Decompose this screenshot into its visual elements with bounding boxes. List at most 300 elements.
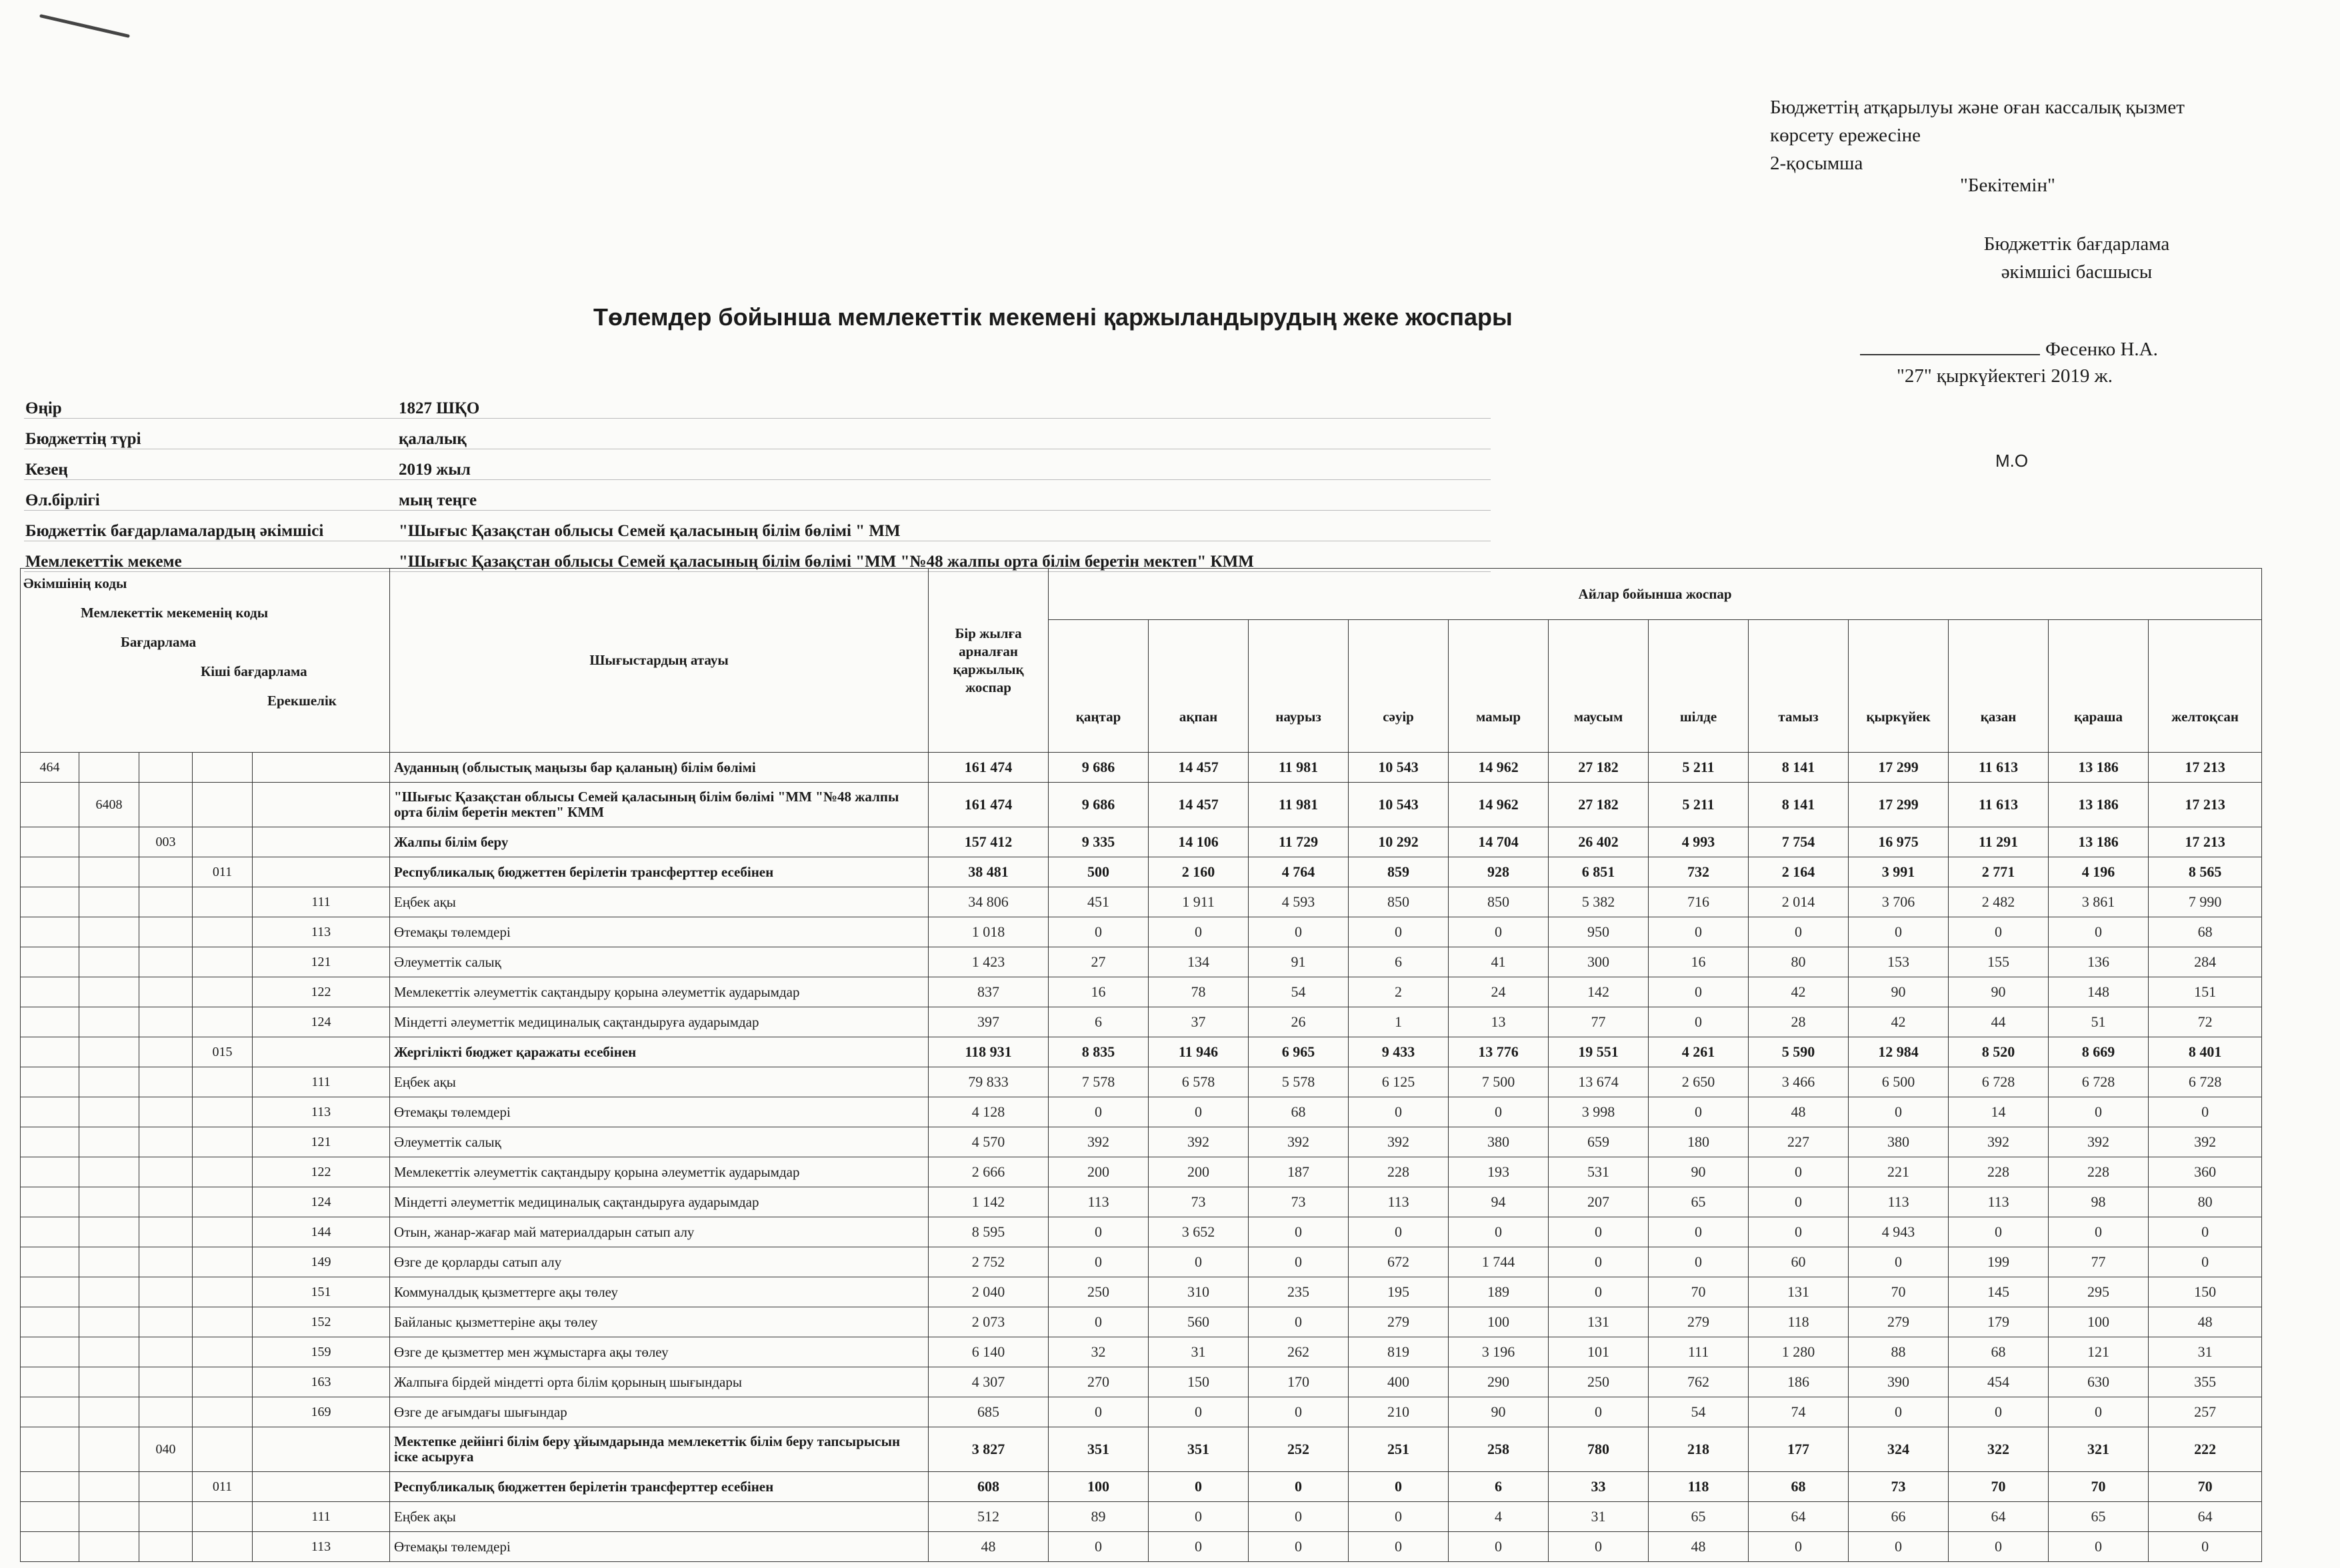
monthly-amount-cell: 0 — [2049, 917, 2149, 947]
monthly-amount-cell: 227 — [1749, 1127, 1849, 1157]
code-cell — [253, 1037, 390, 1067]
monthly-amount-cell: 5 382 — [1549, 887, 1649, 917]
annual-amount-cell: 608 — [929, 1472, 1049, 1502]
monthly-amount-cell: 531 — [1549, 1157, 1649, 1187]
code-cell: 144 — [253, 1217, 390, 1247]
expense-name-cell: Отын, жанар-жағар май материалдарын сатып алу — [390, 1217, 929, 1247]
plan-table — [20, 568, 2262, 1562]
monthly-amount-cell: 170 — [1249, 1367, 1349, 1397]
monthly-amount-cell: 250 — [1549, 1367, 1649, 1397]
monthly-amount-cell: 0 — [2149, 1532, 2262, 1562]
monthly-plan-header: Айлар бойынша жоспар — [1049, 569, 2262, 620]
code-cell: 169 — [253, 1397, 390, 1427]
code-cell — [21, 1502, 79, 1532]
code-cell: 124 — [253, 1007, 390, 1037]
month-header: ақпан — [1149, 620, 1249, 753]
monthly-amount-cell: 6 500 — [1849, 1067, 1949, 1097]
signature-blank — [1860, 354, 2040, 355]
monthly-amount-cell: 850 — [1349, 887, 1449, 917]
monthly-amount-cell: 8 835 — [1049, 1037, 1149, 1067]
code-cell — [253, 827, 390, 857]
monthly-amount-cell: 380 — [1449, 1127, 1549, 1157]
monthly-amount-cell: 4 — [1449, 1502, 1549, 1532]
monthly-amount-cell: 0 — [1449, 1217, 1549, 1247]
monthly-amount-cell: 0 — [1249, 1532, 1349, 1562]
appendix-note — [1770, 93, 2317, 177]
monthly-amount-cell: 177 — [1749, 1427, 1849, 1472]
monthly-amount-cell: 193 — [1449, 1157, 1549, 1187]
code-cell — [139, 1277, 193, 1307]
monthly-amount-cell: 321 — [2049, 1427, 2149, 1472]
code-cell — [79, 1247, 139, 1277]
monthly-amount-cell: 13 674 — [1549, 1067, 1649, 1097]
monthly-amount-cell: 113 — [1349, 1187, 1449, 1217]
approver-position — [1957, 230, 2197, 286]
table-row — [21, 1277, 2262, 1307]
monthly-amount-cell: 392 — [1149, 1127, 1249, 1157]
code-cell — [21, 1397, 79, 1427]
monthly-amount-cell: 0 — [1349, 1217, 1449, 1247]
monthly-amount-cell: 14 962 — [1449, 753, 1549, 783]
meta-value: қалалық — [399, 430, 467, 448]
table-row — [21, 1247, 2262, 1277]
table-row — [21, 977, 2262, 1007]
meta-row — [24, 388, 1491, 419]
code-cell — [139, 1067, 193, 1097]
monthly-amount-cell: 780 — [1549, 1427, 1649, 1472]
monthly-amount-cell: 8 669 — [2049, 1037, 2149, 1067]
monthly-amount-cell: 630 — [2049, 1367, 2149, 1397]
annual-amount-cell: 1 018 — [929, 917, 1049, 947]
meta-value: 2019 жыл — [399, 461, 471, 479]
code-cell — [139, 947, 193, 977]
monthly-amount-cell: 5 211 — [1649, 753, 1749, 783]
monthly-amount-cell: 17 299 — [1849, 753, 1949, 783]
monthly-amount-cell: 762 — [1649, 1367, 1749, 1397]
table-row — [21, 1127, 2262, 1157]
monthly-amount-cell: 186 — [1749, 1367, 1849, 1397]
code-cell — [79, 1307, 139, 1337]
monthly-amount-cell: 0 — [1149, 1097, 1249, 1127]
monthly-amount-cell: 5 578 — [1249, 1067, 1349, 1097]
stamp-place: М.О — [1995, 451, 2029, 471]
signer-name: Фесенко Н.А. — [2045, 339, 2158, 360]
monthly-amount-cell: 11 946 — [1149, 1037, 1249, 1067]
monthly-amount-cell: 179 — [1949, 1307, 2049, 1337]
monthly-amount-cell: 42 — [1749, 977, 1849, 1007]
annual-amount-cell: 2 666 — [929, 1157, 1049, 1187]
monthly-amount-cell: 68 — [1249, 1097, 1349, 1127]
monthly-amount-cell: 279 — [1849, 1307, 1949, 1337]
code-cell — [79, 1217, 139, 1247]
code-cell: 113 — [253, 917, 390, 947]
monthly-amount-cell: 12 984 — [1849, 1037, 1949, 1067]
monthly-amount-cell: 68 — [1949, 1337, 2049, 1367]
code-cell — [193, 947, 253, 977]
monthly-amount-cell: 195 — [1349, 1277, 1449, 1307]
code-cell — [79, 887, 139, 917]
annual-amount-cell: 1 142 — [929, 1187, 1049, 1217]
monthly-amount-cell: 16 — [1649, 947, 1749, 977]
monthly-amount-cell: 64 — [1949, 1502, 2049, 1532]
monthly-amount-cell: 360 — [2149, 1157, 2262, 1187]
monthly-amount-cell: 11 613 — [1949, 753, 2049, 783]
expense-name-cell: Байланыс қызметтеріне ақы төлеу — [390, 1307, 929, 1337]
monthly-amount-cell: 4 196 — [2049, 857, 2149, 887]
expense-name-cell: Міндетті әлеуметтік медициналық сақтандыруға аударымдар — [390, 1007, 929, 1037]
monthly-amount-cell: 3 991 — [1849, 857, 1949, 887]
code-cell — [193, 1217, 253, 1247]
monthly-amount-cell: 78 — [1149, 977, 1249, 1007]
monthly-amount-cell: 19 551 — [1549, 1037, 1649, 1067]
monthly-amount-cell: 0 — [1649, 1097, 1749, 1127]
approver-position-line-1: Бюджеттік бағдарлама — [1983, 233, 2170, 255]
monthly-amount-cell: 4 593 — [1249, 887, 1349, 917]
expense-name-cell: Коммуналдық қызметтерге ақы төлеу — [390, 1277, 929, 1307]
monthly-amount-cell: 9 335 — [1049, 827, 1149, 857]
monthly-amount-cell: 44 — [1949, 1007, 2049, 1037]
code-cell — [139, 1127, 193, 1157]
code-cell: 003 — [139, 827, 193, 857]
code-cell — [139, 857, 193, 887]
monthly-amount-cell: 324 — [1849, 1427, 1949, 1472]
monthly-amount-cell: 199 — [1949, 1247, 2049, 1277]
monthly-amount-cell: 70 — [1949, 1472, 2049, 1502]
monthly-amount-cell: 0 — [1549, 1217, 1649, 1247]
monthly-amount-cell: 4 943 — [1849, 1217, 1949, 1247]
month-header: тамыз — [1749, 620, 1849, 753]
expense-name-header: Шығыстардың атауы — [390, 569, 929, 753]
monthly-amount-cell: 0 — [1849, 1247, 1949, 1277]
monthly-amount-cell: 1 911 — [1149, 887, 1249, 917]
code-cell — [21, 1157, 79, 1187]
approve-label: "Бекітемін" — [1960, 175, 2055, 196]
code-cell — [193, 1427, 253, 1472]
month-header: қараша — [2049, 620, 2149, 753]
code-cell — [21, 1427, 79, 1472]
monthly-amount-cell: 0 — [1149, 1397, 1249, 1427]
annual-amount-cell: 2 752 — [929, 1247, 1049, 1277]
monthly-amount-cell: 250 — [1049, 1277, 1149, 1307]
code-cell — [253, 1472, 390, 1502]
code-cell — [139, 1187, 193, 1217]
code-cell — [79, 1067, 139, 1097]
code-cell: 122 — [253, 1157, 390, 1187]
code-cell — [79, 827, 139, 857]
monthly-amount-cell: 17 213 — [2149, 753, 2262, 783]
code-cell — [193, 887, 253, 917]
code-cell: 152 — [253, 1307, 390, 1337]
code-cell — [21, 1367, 79, 1397]
monthly-amount-cell: 0 — [2149, 1247, 2262, 1277]
monthly-amount-cell: 6 125 — [1349, 1067, 1449, 1097]
code-cell — [79, 753, 139, 783]
monthly-amount-cell: 218 — [1649, 1427, 1749, 1472]
expense-name-cell: Өзге де қорларды сатып алу — [390, 1247, 929, 1277]
code-cell: 040 — [139, 1427, 193, 1472]
code-cell — [21, 1337, 79, 1367]
monthly-amount-cell: 392 — [1349, 1127, 1449, 1157]
code-cell — [139, 917, 193, 947]
meta-label: Бюджеттік бағдарламалардың әкімшісі — [25, 522, 324, 540]
table-row — [21, 1007, 2262, 1037]
code-cell — [139, 1247, 193, 1277]
monthly-amount-cell: 0 — [1249, 1247, 1349, 1277]
code-cell — [193, 1067, 253, 1097]
table-row — [21, 1307, 2262, 1337]
monthly-amount-cell: 118 — [1649, 1472, 1749, 1502]
appendix-line-2: көрсету ережесіне — [1770, 125, 1921, 146]
monthly-amount-cell: 6 — [1449, 1472, 1549, 1502]
monthly-amount-cell: 950 — [1549, 917, 1649, 947]
annual-amount-cell: 837 — [929, 977, 1049, 1007]
monthly-amount-cell: 0 — [1249, 917, 1349, 947]
code-cell — [21, 1532, 79, 1562]
monthly-amount-cell: 2 160 — [1149, 857, 1249, 887]
monthly-amount-cell: 80 — [1749, 947, 1849, 977]
meta-label: Өңір — [25, 399, 62, 417]
code-cell — [79, 1532, 139, 1562]
code-cell — [21, 1277, 79, 1307]
code-cell — [193, 917, 253, 947]
annual-amount-cell: 48 — [929, 1532, 1049, 1562]
code-cell — [21, 1247, 79, 1277]
month-header: қазан — [1949, 620, 2049, 753]
monthly-amount-cell: 70 — [1649, 1277, 1749, 1307]
code-cell — [139, 753, 193, 783]
annual-amount-cell: 8 595 — [929, 1217, 1049, 1247]
monthly-amount-cell: 0 — [1849, 1397, 1949, 1427]
meta-label: Мемлекеттік мекеме — [25, 553, 182, 571]
month-header: наурыз — [1249, 620, 1349, 753]
monthly-amount-cell: 90 — [1949, 977, 2049, 1007]
monthly-amount-cell: 819 — [1349, 1337, 1449, 1367]
code-cell — [21, 1067, 79, 1097]
monthly-amount-cell: 351 — [1149, 1427, 1249, 1472]
monthly-amount-cell: 14 — [1949, 1097, 2049, 1127]
monthly-amount-cell: 13 186 — [2049, 753, 2149, 783]
monthly-amount-cell: 928 — [1449, 857, 1549, 887]
code-cell: 111 — [253, 887, 390, 917]
monthly-amount-cell: 300 — [1549, 947, 1649, 977]
code-cell: 121 — [253, 947, 390, 977]
monthly-amount-cell: 70 — [2049, 1472, 2149, 1502]
monthly-amount-cell: 7 578 — [1049, 1067, 1149, 1097]
expense-name-cell: Мемлекеттік әлеуметтік сақтандыру қорына әлеуметтік аударымдар — [390, 977, 929, 1007]
monthly-amount-cell: 187 — [1249, 1157, 1349, 1187]
monthly-amount-cell: 279 — [1349, 1307, 1449, 1337]
annual-amount-cell: 6 140 — [929, 1337, 1049, 1367]
monthly-amount-cell: 0 — [1249, 1502, 1349, 1532]
monthly-amount-cell: 4 261 — [1649, 1037, 1749, 1067]
annual-amount-cell: 118 931 — [929, 1037, 1049, 1067]
monthly-amount-cell: 17 213 — [2149, 783, 2262, 827]
code-cell — [21, 783, 79, 827]
code-cell — [193, 1247, 253, 1277]
table-row — [21, 1397, 2262, 1427]
monthly-amount-cell: 0 — [1849, 1532, 1949, 1562]
monthly-amount-cell: 151 — [2149, 977, 2262, 1007]
expense-name-cell: Өтемақы төлемдері — [390, 1097, 929, 1127]
expense-name-cell: Еңбек ақы — [390, 1502, 929, 1532]
monthly-amount-cell: 70 — [1849, 1277, 1949, 1307]
monthly-amount-cell: 0 — [1049, 917, 1149, 947]
monthly-amount-cell: 290 — [1449, 1367, 1549, 1397]
code-cell — [79, 1007, 139, 1037]
monthly-amount-cell: 6 728 — [2049, 1067, 2149, 1097]
monthly-amount-cell: 295 — [2049, 1277, 2149, 1307]
monthly-amount-cell: 0 — [1749, 1187, 1849, 1217]
table-row — [21, 1157, 2262, 1187]
code-cell — [79, 1187, 139, 1217]
annual-amount-cell: 512 — [929, 1502, 1049, 1532]
monthly-amount-cell: 221 — [1849, 1157, 1949, 1187]
expense-name-cell: "Шығыс Қазақстан облысы Семей қаласының білім бөлімі "ММ "№48 жалпы орта білім беретін мектеп" КММ — [390, 783, 929, 827]
monthly-amount-cell: 659 — [1549, 1127, 1649, 1157]
monthly-amount-cell: 0 — [1249, 1307, 1349, 1337]
code-cell — [79, 1367, 139, 1397]
monthly-amount-cell: 392 — [1049, 1127, 1149, 1157]
code-cell — [21, 1472, 79, 1502]
code-cell — [21, 977, 79, 1007]
monthly-amount-cell: 0 — [1249, 1472, 1349, 1502]
month-header: маусым — [1549, 620, 1649, 753]
monthly-amount-cell: 48 — [1749, 1097, 1849, 1127]
monthly-amount-cell: 1 744 — [1449, 1247, 1549, 1277]
meta-row — [24, 449, 1491, 480]
monthly-amount-cell: 24 — [1449, 977, 1549, 1007]
monthly-amount-cell: 0 — [1249, 1217, 1349, 1247]
monthly-amount-cell: 380 — [1849, 1127, 1949, 1157]
monthly-amount-cell: 2 771 — [1949, 857, 2049, 887]
annual-amount-cell: 38 481 — [929, 857, 1049, 887]
monthly-amount-cell: 77 — [1549, 1007, 1649, 1037]
monthly-amount-cell: 0 — [1649, 1247, 1749, 1277]
code-cell — [139, 1397, 193, 1427]
monthly-amount-cell: 235 — [1249, 1277, 1349, 1307]
code-cell — [193, 1367, 253, 1397]
monthly-amount-cell: 64 — [2149, 1502, 2262, 1532]
monthly-amount-cell: 0 — [1049, 1217, 1149, 1247]
code-cell — [139, 1007, 193, 1037]
code-cell — [139, 1532, 193, 1562]
monthly-amount-cell: 131 — [1549, 1307, 1649, 1337]
code-cell — [139, 1217, 193, 1247]
code-cell — [79, 1502, 139, 1532]
annual-amount-cell: 4 570 — [929, 1127, 1049, 1157]
monthly-amount-cell: 10 543 — [1349, 753, 1449, 783]
code-cell — [253, 857, 390, 887]
monthly-amount-cell: 70 — [2149, 1472, 2262, 1502]
monthly-amount-cell: 65 — [1649, 1187, 1749, 1217]
monthly-amount-cell: 42 — [1849, 1007, 1949, 1037]
monthly-amount-cell: 716 — [1649, 887, 1749, 917]
monthly-amount-cell: 113 — [1049, 1187, 1149, 1217]
code-cell: 111 — [253, 1502, 390, 1532]
monthly-amount-cell: 228 — [1349, 1157, 1449, 1187]
expense-name-cell: Жалпы білім беру — [390, 827, 929, 857]
code-cell: 6408 — [79, 783, 139, 827]
code-cell — [253, 783, 390, 827]
monthly-amount-cell: 7 754 — [1749, 827, 1849, 857]
code-level-specific: Ерекшелік — [267, 693, 337, 709]
monthly-amount-cell: 0 — [1949, 917, 2049, 947]
approver-position-line-2: әкімшісі басшысы — [2001, 261, 2153, 283]
monthly-amount-cell: 8 141 — [1749, 753, 1849, 783]
code-cell — [139, 1502, 193, 1532]
code-cell — [79, 1337, 139, 1367]
monthly-amount-cell: 0 — [1649, 1007, 1749, 1037]
monthly-amount-cell: 672 — [1349, 1247, 1449, 1277]
code-cell: 015 — [193, 1037, 253, 1067]
code-cell — [253, 1427, 390, 1472]
monthly-amount-cell: 68 — [1749, 1472, 1849, 1502]
monthly-amount-cell: 13 186 — [2049, 827, 2149, 857]
code-cell — [193, 1127, 253, 1157]
expense-name-cell: Мектепке дейінгі білім беру ұйымдарында мемлекеттік білім беру тапсырысын іске асыруға — [390, 1427, 929, 1472]
annual-amount-cell: 79 833 — [929, 1067, 1049, 1097]
annual-plan-header: Бір жылға арналған қаржылық жоспар — [929, 569, 1049, 753]
monthly-amount-cell: 142 — [1549, 977, 1649, 1007]
monthly-amount-cell: 153 — [1849, 947, 1949, 977]
monthly-amount-cell: 136 — [2049, 947, 2149, 977]
monthly-amount-cell: 228 — [2049, 1157, 2149, 1187]
monthly-amount-cell: 560 — [1149, 1307, 1249, 1337]
monthly-amount-cell: 0 — [1049, 1532, 1149, 1562]
code-cell: 111 — [253, 1067, 390, 1097]
monthly-amount-cell: 37 — [1149, 1007, 1249, 1037]
code-cell — [79, 1277, 139, 1307]
monthly-amount-cell: 26 — [1249, 1007, 1349, 1037]
monthly-amount-cell: 91 — [1249, 947, 1349, 977]
monthly-amount-cell: 101 — [1549, 1337, 1649, 1367]
monthly-amount-cell: 257 — [2149, 1397, 2262, 1427]
code-cell — [21, 1307, 79, 1337]
monthly-amount-cell: 134 — [1149, 947, 1249, 977]
code-cell — [139, 1472, 193, 1502]
monthly-amount-cell: 0 — [1849, 917, 1949, 947]
monthly-amount-cell: 400 — [1349, 1367, 1449, 1397]
monthly-amount-cell: 310 — [1149, 1277, 1249, 1307]
monthly-amount-cell: 0 — [1749, 1532, 1849, 1562]
monthly-amount-cell: 73 — [1149, 1187, 1249, 1217]
monthly-amount-cell: 2 650 — [1649, 1067, 1749, 1097]
monthly-amount-cell: 3 706 — [1849, 887, 1949, 917]
expense-name-cell: Өзге де қызметтер мен жұмыстарға ақы төлеу — [390, 1337, 929, 1367]
meta-value: "Шығыс Қазақстан облысы Семей қаласының білім бөлімі "ММ "№48 жалпы орта білім беретін мектеп" КММ — [399, 553, 1254, 571]
monthly-amount-cell: 88 — [1849, 1337, 1949, 1367]
monthly-amount-cell: 0 — [1349, 1472, 1449, 1502]
code-cell — [21, 887, 79, 917]
monthly-amount-cell: 26 402 — [1549, 827, 1649, 857]
monthly-amount-cell: 6 728 — [1949, 1067, 2049, 1097]
monthly-amount-cell: 0 — [1149, 1472, 1249, 1502]
monthly-amount-cell: 258 — [1449, 1427, 1549, 1472]
monthly-amount-cell: 3 196 — [1449, 1337, 1549, 1367]
monthly-amount-cell: 0 — [1349, 1532, 1449, 1562]
code-cell — [21, 1007, 79, 1037]
code-cell: 151 — [253, 1277, 390, 1307]
monthly-amount-cell: 0 — [2149, 1217, 2262, 1247]
monthly-amount-cell: 0 — [2049, 1097, 2149, 1127]
code-cell — [21, 947, 79, 977]
code-cell — [193, 1532, 253, 1562]
meta-label: Кезең — [25, 461, 68, 479]
monthly-amount-cell: 3 998 — [1549, 1097, 1649, 1127]
monthly-amount-cell: 0 — [1149, 1532, 1249, 1562]
annual-amount-cell: 157 412 — [929, 827, 1049, 857]
table-row — [21, 753, 2262, 783]
